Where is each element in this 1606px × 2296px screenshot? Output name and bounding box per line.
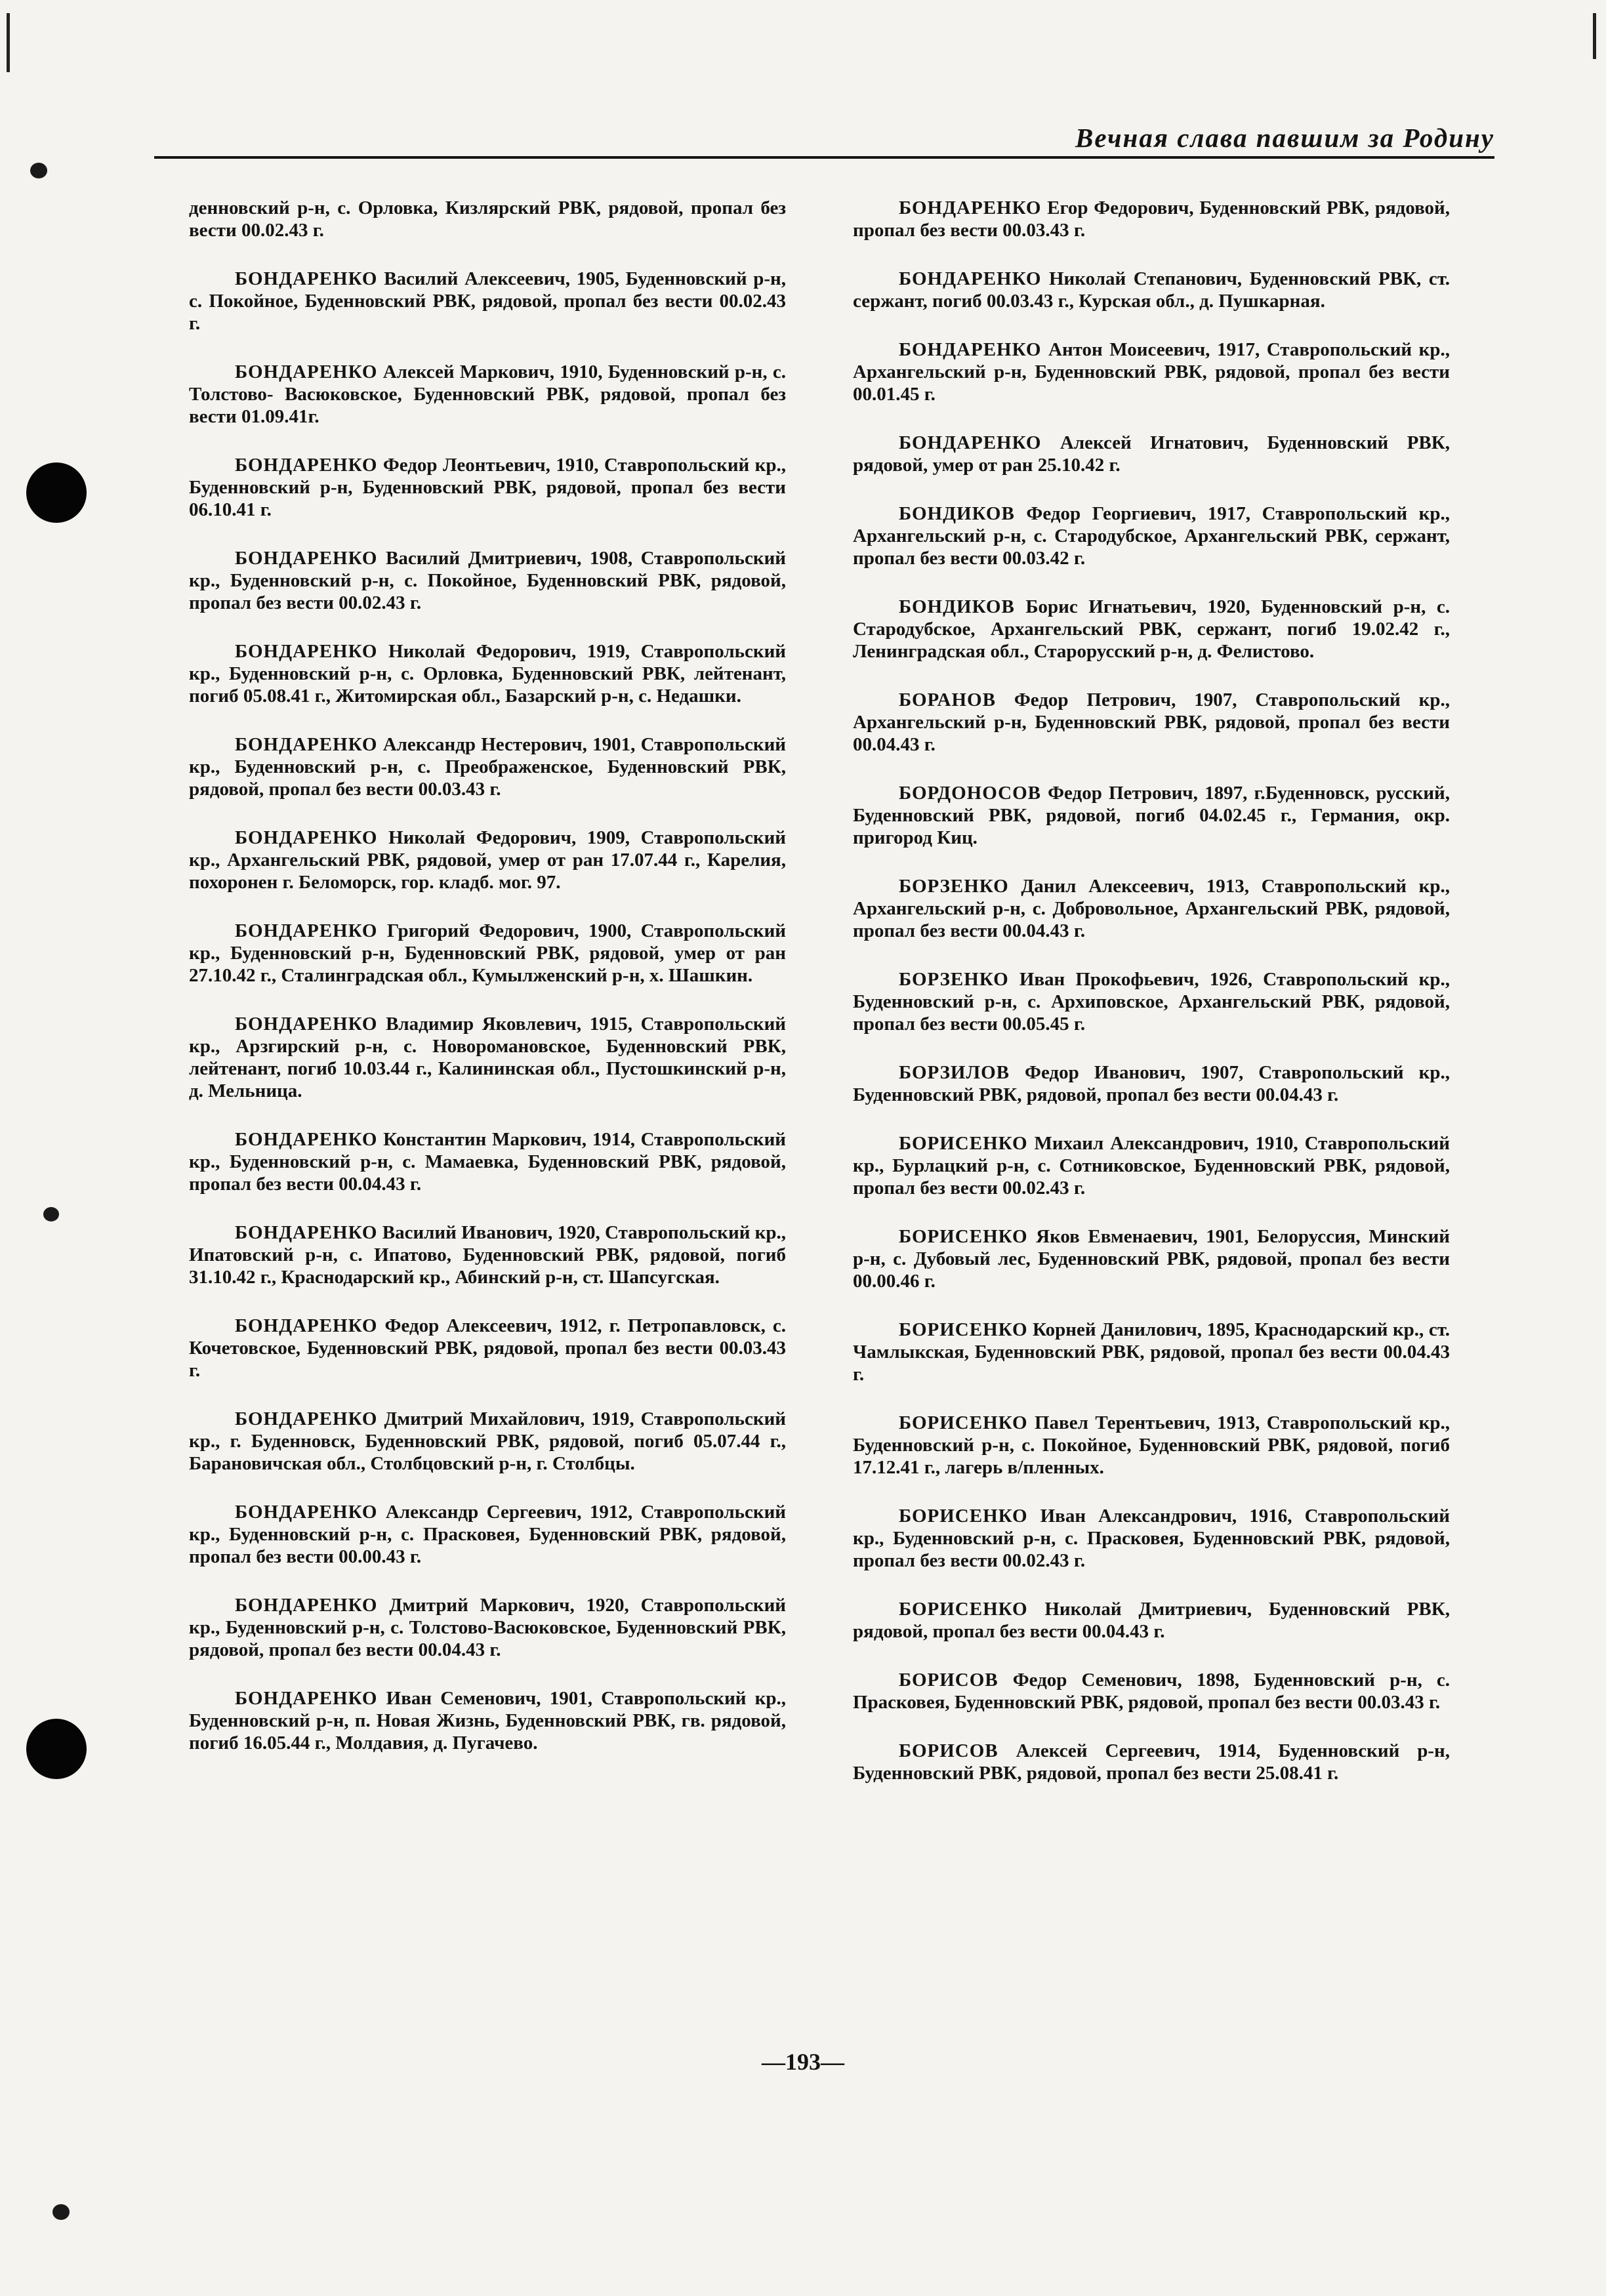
entry-surname: БОНДАРЕНКО (235, 1129, 378, 1150)
entry-surname: БОНДИКОВ (899, 596, 1015, 617)
entry-surname: БОРИСЕНКО (899, 1599, 1028, 1620)
memorial-entry (853, 1412, 1450, 1479)
memorial-entry (853, 782, 1450, 849)
entry-surname: БОНДАРЕНКО (235, 361, 378, 382)
page-number: —193— (762, 2049, 844, 2075)
entry-surname: БОРИСЕНКО (899, 1412, 1028, 1433)
entry-surname: БОРЗЕНКО (899, 969, 1009, 990)
entry-details: Дмитрий Михайлович, 1919, Ставропольский кр., г. Буденновск, Буденновский РВК, рядовой, погиб 05.07.44 г., Барановичская обл., Столбцовский р-н, г. Столбцы. (189, 1408, 787, 1474)
memorial-entry (189, 733, 786, 800)
scan-speck (52, 2204, 70, 2220)
memorial-entry (853, 338, 1450, 405)
binder-hole-top (26, 462, 87, 523)
memorial-entry (189, 1013, 786, 1102)
entry-surname: БОНДАРЕНКО (235, 1502, 378, 1523)
memorial-entry (853, 596, 1450, 663)
memorial-entry (853, 1132, 1450, 1199)
memorial-entry (853, 197, 1450, 241)
entry-surname: БОНДАРЕНКО (235, 920, 378, 941)
entry-details: Иван Семенович, 1901, Ставропольский кр., Буденновский р-н, п. Новая Жизнь, Буденновский РВК, гв. рядовой, погиб 16.05.44 г., Молдавия, д. Пугачево. (189, 1688, 787, 1753)
entry-details: Василий Алексеевич, 1905, Буденновский р-н, с. Покойное, Буденновский РВК, рядовой, пропал без вести 00.02.43 г. (189, 268, 787, 334)
memorial-entry (853, 1319, 1450, 1385)
memorial-entry (853, 502, 1450, 569)
memorial-entry (853, 1505, 1450, 1572)
memorial-entry (189, 1315, 786, 1382)
entry-details: денновский р-н, с. Орловка, Кизлярский РВК, рядовой, пропал без вести 00.02.43 г. (189, 197, 786, 241)
left-column (189, 197, 786, 1780)
entry-surname: БОНДАРЕНКО (235, 268, 378, 289)
memorial-entry (189, 1408, 786, 1475)
right-column (853, 197, 1450, 1811)
memorial-entry (853, 875, 1450, 942)
entry-surname: БОНДАРЕНКО (899, 339, 1042, 360)
entry-details: Федор Алексеевич, 1912, г. Петропавловск, с. Кочетовское, Буденновский РВК, рядовой, пропал без вести 00.03.43 г. (189, 1315, 786, 1381)
entry-surname: БОНДАРЕНКО (899, 432, 1042, 453)
entry-surname: БОНДАРЕНКО (235, 548, 378, 569)
entry-surname: БОНДАРЕНКО (235, 1595, 378, 1616)
memorial-entry (189, 268, 786, 335)
entry-details: Данил Алексеевич, 1913, Ставропольский кр., Архангельский р-н, с. Добровольное, Архангельский РВК, рядовой, пропал без вести 00.04.43 г. (853, 876, 1450, 941)
memorial-entry (853, 1740, 1450, 1784)
entry-surname: БОНДАРЕНКО (235, 1408, 378, 1429)
memorial-entry (189, 1687, 786, 1754)
memorial-entry (189, 1501, 786, 1568)
entry-details: Константин Маркович, 1914, Ставропольский кр., Буденновский р-н, с. Мамаевка, Буденновский РВК, рядовой, пропал без вести 00.04.43 г. (189, 1129, 786, 1195)
memorial-entry (189, 1221, 786, 1288)
entry-details: Борис Игнатьевич, 1920, Буденновский р-н, с. Стародубское, Архангельский РВК, сержант, погиб 19.02.42 г., Ленинградская обл., Старорусский р-н, д. Фелистово. (853, 596, 1450, 662)
entry-details: Михаил Александрович, 1910, Ставропольский кр., Бурлацкий р-н, с. Сотниковское, Буденновский РВК, рядовой, пропал без вести 00.02.43 г. (853, 1133, 1450, 1199)
memorial-entry (853, 689, 1450, 756)
entry-surname: БОНДАРЕНКО (235, 827, 378, 848)
entry-details: Григорий Федорович, 1900, Ставропольский кр., Буденновский р-н, Буденновский РВК, рядовой, умер от ран 27.10.42 г., Сталинградская обл., Кумылженский р-н, х. Шашкин. (189, 920, 786, 986)
entry-details: Иван Александрович, 1916, Ставропольский кр., Буденновский р-н, с. Прасковея, Буденновский РВК, рядовой, пропал без вести 00.02.43 г. (853, 1506, 1450, 1571)
memorial-entry (189, 640, 786, 707)
entry-surname: БОРИСОВ (899, 1670, 999, 1691)
scan-speck (43, 1207, 59, 1221)
memorial-entry (189, 361, 786, 428)
entry-details: Егор Федорович, Буденновский РВК, рядовой, пропал без вести 00.03.43 г. (853, 197, 1451, 241)
entry-details: Василий Иванович, 1920, Ставропольский кр., Ипатовский р-н, с. Ипатово, Буденновский РВК, рядовой, погиб 31.10.42 г., Краснодарский кр., Абинский р-н, ст. Шапсугская. (189, 1222, 787, 1288)
entry-details: Федор Иванович, 1907, Ставропольский кр., Буденновский РВК, рядовой, пропал без вести 00.04.43 г. (853, 1062, 1451, 1105)
memorial-entry (189, 827, 786, 893)
entry-surname: БОНДАРЕНКО (235, 1014, 378, 1035)
entry-details: Федор Петрович, 1897, г.Буденновск, русский, Буденновский РВК, рядовой, погиб 04.02.45 г., Германия, окр. пригород Киц. (853, 783, 1450, 848)
scan-edge-mark (7, 13, 10, 72)
entry-surname: БОНДАРЕНКО (235, 1222, 378, 1243)
entry-details: Федор Семенович, 1898, Буденновский р-н, с. Прасковея, Буденновский РВК, рядовой, пропал без вести 00.03.43 г. (853, 1670, 1451, 1713)
entry-details: Федор Георгиевич, 1917, Ставропольский кр., Архангельский р-н, с. Стародубское, Архангельский РВК, сержант, пропал без вести 00.03.42 г. (853, 503, 1450, 569)
memorial-entry (853, 968, 1450, 1035)
entry-surname: БОНДАРЕНКО (899, 197, 1042, 218)
entry-surname: БОРАНОВ (899, 689, 996, 710)
entry-details: Николай Дмитриевич, Буденновский РВК, рядовой, пропал без вести 00.04.43 г. (853, 1599, 1450, 1642)
entry-surname: БОНДАРЕНКО (235, 641, 378, 662)
entry-surname: БОРИСЕНКО (899, 1133, 1028, 1154)
entry-details: Антон Моисеевич, 1917, Ставропольский кр., Архангельский р-н, Буденновский РВК, рядовой, пропал без вести 00.01.45 г. (853, 339, 1450, 405)
entry-details: Николай Федорович, 1909, Ставропольский кр., Архангельский РВК, рядовой, умер от ран 17.07.44 г., Карелия, похоронен г. Беломорск, гор. кладб. мог. 97. (189, 827, 786, 893)
entry-details: Алексей Игнатович, Буденновский РВК, рядовой, умер от ран 25.10.42 г. (853, 432, 1451, 476)
binder-hole-bottom (26, 1719, 87, 1779)
entry-details: Владимир Яковлевич, 1915, Ставропольский кр., Арзгирский р-н, с. Новоромановское, Буденновский РВК, лейтенант, погиб 10.03.44 г., Калининская обл., Пустошкинский р-н, д. Мельница. (189, 1014, 786, 1101)
memorial-entry (189, 547, 786, 614)
entry-details: Яков Евменаевич, 1901, Белоруссия, Минский р-н, с. Дубовый лес, Буденновский РВК, рядовой, пропал без вести 00.00.46 г. (853, 1226, 1451, 1292)
entry-details: Александр Сергеевич, 1912, Ставропольский кр., Буденновский р-н, с. Прасковея, Буденновский РВК, рядовой, пропал без вести 00.00.43 г. (189, 1502, 786, 1567)
memorial-entry (189, 1594, 786, 1661)
entry-details: Николай Степанович, Буденновский РВК, ст. сержант, погиб 00.03.43 г., Курская обл., д. Пушкарная. (853, 268, 1451, 312)
entry-details: Алексей Сергеевич, 1914, Буденновский р-н, Буденновский РВК, рядовой, пропал без вести 25.08.41 г. (853, 1740, 1450, 1784)
memorial-entry (853, 1061, 1450, 1106)
entry-surname: БОНДАРЕНКО (235, 455, 378, 476)
entry-surname: БОРИСЕНКО (899, 1226, 1028, 1247)
scan-speck (30, 163, 47, 178)
memorial-entry (189, 454, 786, 521)
header-title: Вечная слава павшим за Родину (1075, 123, 1494, 153)
memorial-entry (853, 1669, 1450, 1713)
entry-details: Иван Прокофьевич, 1926, Ставропольский кр., Буденновский р-н, с. Архиповское, Архангельский РВК, рядовой, пропал без вести 00.05.45 г. (853, 969, 1451, 1035)
entry-details: Федор Петрович, 1907, Ставропольский кр., Архангельский р-н, Буденновский РВК, рядовой, пропал без вести 00.04.43 г. (853, 689, 1451, 755)
memorial-entry (189, 1128, 786, 1195)
memorial-entry (853, 1225, 1450, 1292)
entry-surname: БОНДАРЕНКО (235, 1688, 378, 1709)
entry-surname: БОРЗИЛОВ (899, 1062, 1010, 1083)
entry-surname: БОНДАРЕНКО (899, 268, 1042, 289)
entry-details: Павел Терентьевич, 1913, Ставропольский кр., Буденновский р-н, с. Покойное, Буденновский РВК, рядовой, погиб 17.12.41 г., лагерь в/пленных. (853, 1412, 1450, 1478)
memorial-entry (853, 432, 1450, 476)
scan-edge-mark (1593, 13, 1596, 59)
entry-details: Александр Нестерович, 1901, Ставропольский кр., Буденновский р-н, с. Преображенское, Буденновский РВК, рядовой, пропал без вести 00.03.43 г. (189, 734, 786, 800)
memorial-entry (189, 920, 786, 987)
entry-details: Алексей Маркович, 1910, Буденновский р-н, с. Толстово- Васюковское, Буденновский РВК, рядовой, пропал без вести 01.09.41г. (189, 361, 786, 427)
entry-surname: БОНДИКОВ (899, 503, 1015, 524)
entry-details: Дмитрий Маркович, 1920, Ставропольский кр., Буденновский р-н, с. Толстово-Васюковское, Буденновский РВК, рядовой, пропал без вести 00.04.43 г. (189, 1595, 786, 1660)
entry-details: Корней Данилович, 1895, Краснодарский кр., ст. Чамлыкская, Буденновский РВК, рядовой, пропал без вести 00.04.43 г. (853, 1319, 1451, 1385)
memorial-entry (853, 1598, 1450, 1643)
entry-surname: БОРИСЕНКО (899, 1319, 1028, 1340)
memorial-entry (189, 197, 786, 241)
entry-surname: БОНДАРЕНКО (235, 1315, 378, 1336)
memorial-entry (853, 268, 1450, 312)
header-rule (154, 156, 1494, 159)
entry-surname: БОРЗЕНКО (899, 876, 1009, 897)
entry-details: Николай Федорович, 1919, Ставропольский кр., Буденновский р-н, с. Орловка, Буденновский РВК, лейтенант, погиб 05.08.41 г., Житомирская обл., Базарский р-н, с. Недашки. (189, 641, 786, 707)
entry-surname: БОРИСЕНКО (899, 1506, 1028, 1527)
entry-details: Федор Леонтьевич, 1910, Ставропольский кр., Буденновский р-н, Буденновский РВК, рядовой, пропал без вести 06.10.41 г. (189, 455, 786, 520)
entry-details: Василий Дмитриевич, 1908, Ставропольский кр., Буденновский р-н, с. Покойное, Буденновский РВК, рядовой, пропал без вести 00.02.43 г. (189, 548, 786, 613)
entry-surname: БОНДАРЕНКО (235, 734, 378, 755)
entry-surname: БОРИСОВ (899, 1740, 999, 1761)
entry-surname: БОРДОНОСОВ (899, 783, 1041, 804)
